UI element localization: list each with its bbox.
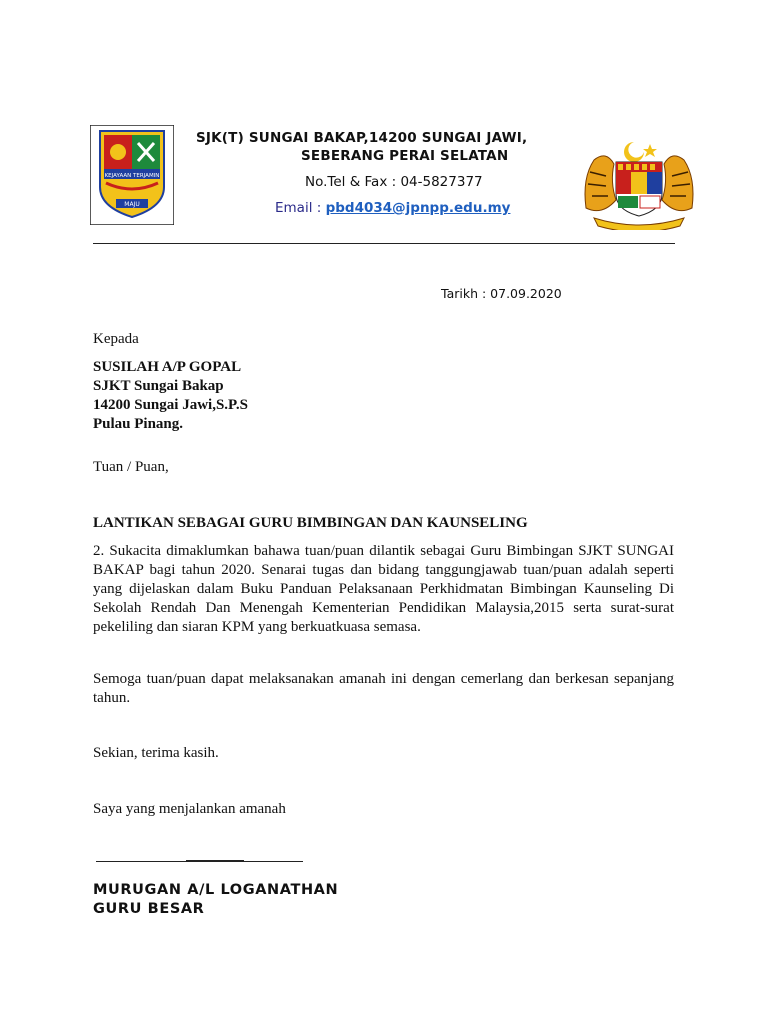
- body-paragraph: 2. Sukacita dimaklumkan bahawa tuan/puan dilantik sebagai Guru Bimbingan SJKT SUNGAI BAKAP bagi tahun 2020. Senarai tugas dan bidang tanggungjawab tuan/puan adalah seperti yang dijelaskan dalam Buku Panduan Pelaksanaan Perkhidmatan Bimbingan Kaunseling Di Sekolah Rendah Dan Menengah Kementerian Pendidikan Malaysia,2015 serta surat-surat pekeliling dan siaran KPM yang berkuatkuasa semasa.: [93, 543, 674, 635]
- body-paragraph: Semoga tuan/puan dapat melaksanakan amanah ini dengan cemerlang dan berkesan sepanjang tahun.: [93, 671, 674, 706]
- school-name-line1: SJK(T) SUNGAI BAKAP,14200 SUNGAI JAWI,: [196, 130, 528, 146]
- tel-fax: No.Tel & Fax : 04-5827377: [305, 174, 483, 190]
- address-line: SJKT Sungai Bakap: [93, 378, 224, 394]
- signatory-name: MURUGAN A/L LOGANATHAN: [93, 882, 339, 898]
- letter-date: Tarikh : 07.09.2020: [441, 286, 562, 301]
- sign-off: Saya yang menjalankan amanah: [93, 801, 286, 817]
- address-line: Pulau Pinang.: [93, 416, 184, 432]
- address-line: 14200 Sungai Jawi,S.P.S: [93, 397, 248, 413]
- email-label: Email :: [275, 200, 322, 216]
- logo-left-motto: MAJU: [124, 201, 140, 208]
- logo-left-text: KEJAYAAN TERJAMIN: [104, 173, 160, 179]
- email-link[interactable]: pbd4034@jpnpp.edu.my: [325, 200, 511, 216]
- letter-subject: LANTIKAN SEBAGAI GURU BIMBINGAN DAN KAUNSELING: [93, 515, 528, 531]
- closing: Sekian, terima kasih.: [93, 745, 219, 761]
- school-name-line2: SEBERANG PERAI SELATAN: [301, 148, 509, 164]
- school-logo: [90, 125, 174, 225]
- signature-line: [96, 861, 303, 862]
- coat-of-arms-logo: [580, 138, 698, 230]
- email-line: [275, 200, 510, 216]
- recipient-greeting: Kepada: [93, 331, 139, 347]
- salutation: Tuan / Puan,: [93, 459, 169, 475]
- signatory-title: GURU BESAR: [93, 901, 205, 917]
- recipient-address: [93, 358, 248, 434]
- header-divider: [93, 243, 675, 244]
- signatory-block: [93, 881, 338, 919]
- address-line: SUSILAH A/P GOPAL: [93, 359, 242, 375]
